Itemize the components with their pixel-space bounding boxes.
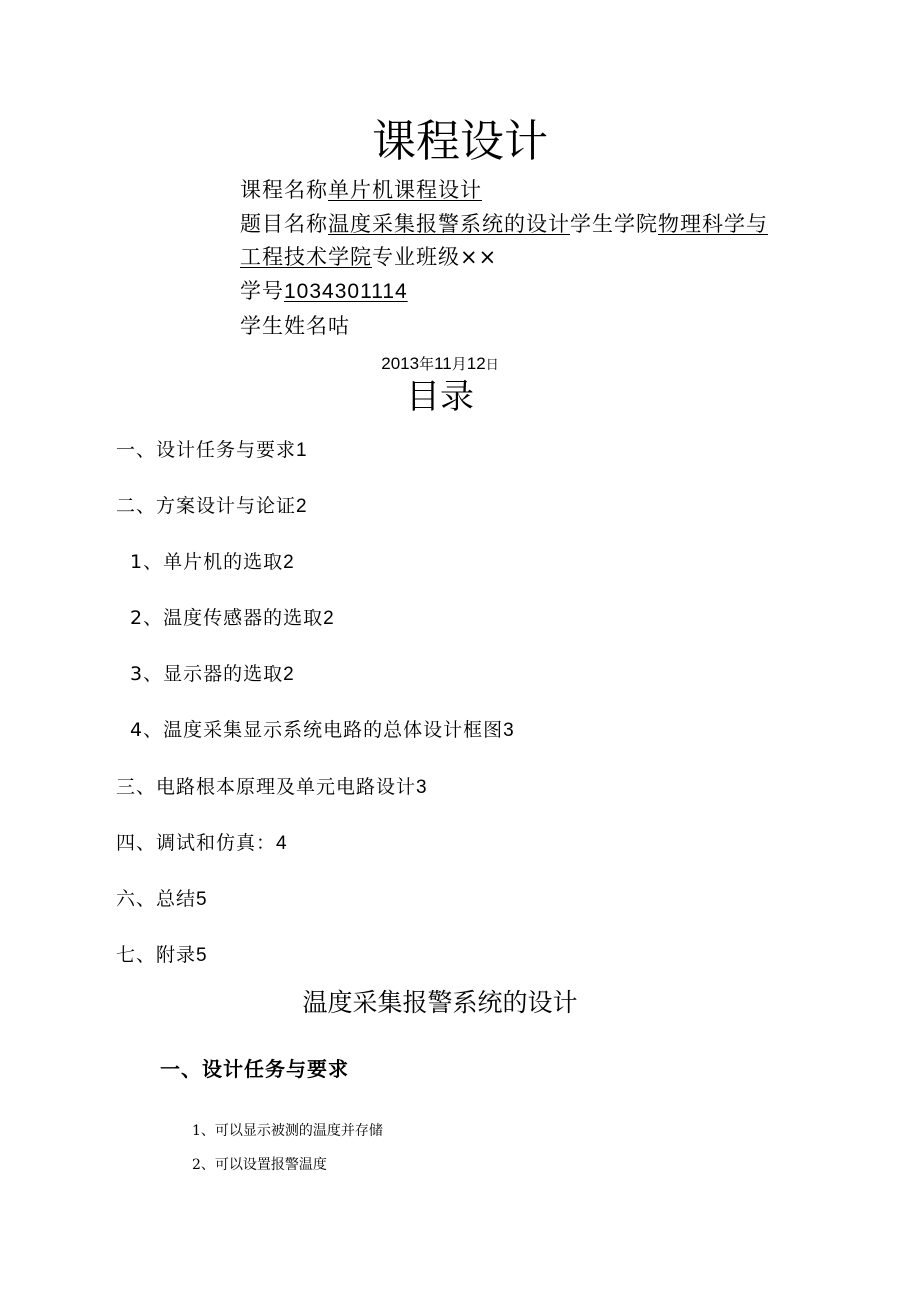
requirement-item: 2、可以设置报警温度 (192, 1157, 327, 1173)
toc-entry[interactable] (116, 941, 207, 970)
course-name-value: 单片机课程设计 (328, 178, 482, 202)
toc-entry-page: 2 (283, 664, 294, 685)
toc-entry-label: 4、温度采集显示系统电路的总体设计框图 (130, 719, 504, 741)
toc-entry-page: 3 (503, 720, 514, 741)
toc-entry-page: 5 (196, 889, 207, 910)
toc-entry[interactable] (116, 885, 207, 914)
date-year: 2013 (381, 354, 420, 373)
date-year-unit: 年 (419, 355, 435, 373)
course-name-label: 课程名称 (240, 178, 328, 202)
body-heading: 温度采集报警系统的设计 (302, 988, 578, 1017)
date-month: 11 (434, 354, 452, 373)
topic-line (240, 209, 768, 239)
date-day-unit: 日 (485, 358, 499, 373)
toc-entry[interactable] (130, 604, 334, 633)
college-value-part1: 物理科学与 (658, 212, 768, 236)
toc-entry-page: 2 (296, 496, 307, 517)
date-month-unit: 月 (451, 355, 467, 373)
topic-label: 题目名称 (240, 212, 328, 236)
topic-value: 温度采集报警系统的设计 (328, 212, 570, 236)
toc-entry-label: 六、总结 (116, 888, 197, 910)
toc-title: 目录 (406, 377, 474, 417)
toc-entry[interactable] (116, 492, 307, 521)
toc-entry-label: 二、方案设计与论证 (116, 495, 297, 517)
toc-entry-label: 3、显示器的选取 (130, 663, 284, 685)
college-label: 学生学院 (570, 212, 658, 236)
toc-entry[interactable] (116, 829, 287, 858)
student-id-label: 学号 (240, 279, 284, 303)
document-title: 课程设计 (372, 116, 548, 167)
college-major-line (240, 242, 497, 272)
course-name-line (240, 175, 482, 205)
student-id-line (240, 276, 408, 307)
toc-entry-label: 七、附录 (116, 944, 197, 966)
toc-entry-page: 4 (276, 833, 287, 854)
toc-entry-page: 1 (296, 440, 307, 461)
toc-entry-label: 三、电路根本原理及单元电路设计 (116, 776, 417, 798)
toc-entry[interactable] (130, 660, 294, 689)
toc-entry-page: 3 (416, 777, 427, 798)
toc-entry-label: 2、温度传感器的选取 (130, 607, 324, 629)
requirement-item: 1、可以显示被测的温度并存储 (192, 1123, 383, 1139)
toc-entry-page: 2 (323, 608, 334, 629)
student-id-value: 1034301114 (284, 280, 408, 303)
toc-entry-page: 2 (283, 552, 294, 573)
college-value-part2: 工程技术学院 (240, 245, 372, 269)
toc-entry-label: 一、设计任务与要求 (116, 439, 297, 461)
toc-entry[interactable] (130, 548, 294, 577)
major-label: 专业班级 (372, 245, 460, 269)
toc-entry-label: 四、调试和仿真： (116, 832, 277, 854)
student-name-line (240, 311, 350, 341)
major-value: ×× (460, 245, 498, 269)
toc-entry-label: 1、单片机的选取 (130, 551, 284, 573)
toc-entry[interactable] (116, 436, 307, 465)
student-name-value: 咕 (328, 314, 350, 338)
section-title: 一、设计任务与要求 (160, 1057, 349, 1081)
student-name-label: 学生姓名 (240, 314, 328, 338)
toc-entry[interactable] (130, 716, 514, 745)
date-day: 12 (466, 354, 486, 373)
toc-entry[interactable] (116, 773, 427, 802)
toc-entry-page: 5 (196, 945, 207, 966)
